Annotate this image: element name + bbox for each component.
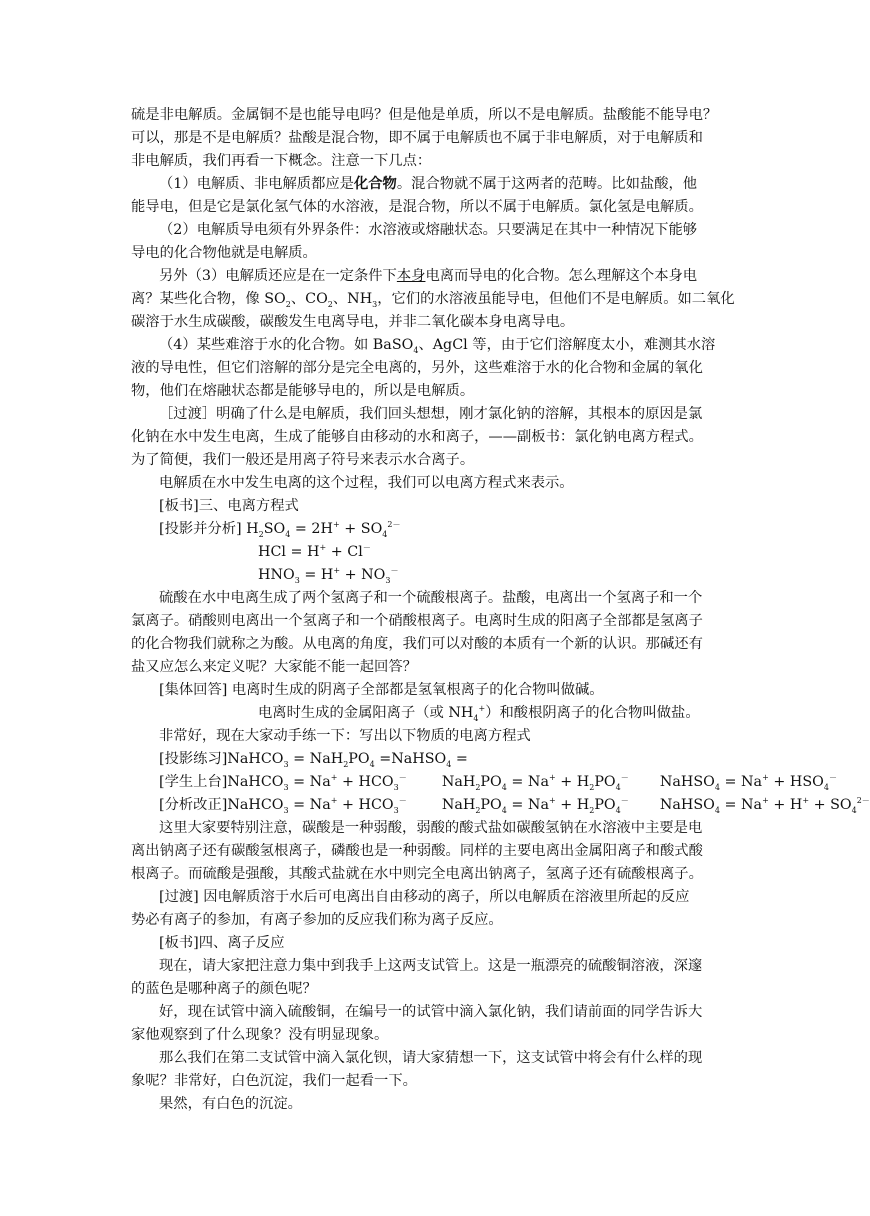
student-answer-line: [学生上台]NaHCO$_3$ = $Na^+ + HCO_3^-$ $NaH_2PO_4 = Na^+ + H_2PO_4^-$ NaHSO$_4$ = $Na^+ + HSO_4^-$: [159, 773, 837, 792]
paragraph-line: 液的导电性，但它们溶解的部分是完全电离的，另外，这些难溶于水的化合物和金属的氧化: [131, 360, 703, 376]
paragraph-line: 非常好，现在大家动手练一下：写出以下物质的电离方程式: [159, 728, 531, 744]
group-answer-line: [集体回答] 电离时生成的阴离子全部都是氢氧根离子的化合物叫做碱。: [159, 682, 604, 698]
point-4-line: （4）某些难溶于水的化合物。如 BaSO$_4$、AgCl 等，由于它们溶解度太小，难测其水溶: [159, 337, 716, 355]
paragraph-line: 硫酸在水中电离生成了两个氢离子和一个硫酸根离子。盐酸，电离出一个氢离子和一个: [159, 590, 703, 606]
paragraph-line: 盐又应怎么来定义呢？大家能不能一起回答？: [131, 659, 417, 675]
paragraph-line: 非电解质，我们再看一下概念。注意一下几点：: [131, 153, 432, 169]
paragraph-line: 象呢？非常好，白色沉淀，我们一起看一下。: [131, 1073, 417, 1089]
transition-line: [过渡] 因电解质溶于水后可电离出自由移动的离子，所以电解质在溶液里所起的反应: [159, 889, 690, 905]
paragraph-line: 能导电，但是它是氯化氢气体的水溶液，是混合物，所以不属于电解质。氯化氢是电解质。: [131, 199, 703, 215]
paragraph-line: 的化合物我们就称之为酸。从电离的角度，我们可以对酸的本质有一个新的认识。那碱还有: [131, 636, 703, 652]
point-3-line: 另外（3）电解质还应是在一定条件下本身电离而导电的化合物。怎么理解这个本身电: [159, 268, 698, 284]
transition-line: ［过渡］明确了什么是电解质，我们回头想想，刚才氯化钠的溶解，其根本的原因是氯: [159, 406, 703, 422]
paragraph-line: 硫是非电解质。金属铜不是也能导电吗？但是他是单质，所以不是电解质。盐酸能不能导电？: [131, 107, 718, 123]
exercise-line: [投影练习]NaHCO$_3$ = $NaH_2PO_4$ =NaHSO$_4$ =: [159, 751, 468, 769]
equation-h2so4: [投影并分析] $H_2SO_4 = 2H^+ + SO_4^{2-}$: [159, 520, 401, 539]
paragraph-line: 离？某些化合物，像 $SO_2$、$CO_2$、$NH_3$，它们的水溶液虽能导电，但他们不是电解质。如二氧化: [131, 291, 735, 309]
point-1-line: （1）电解质、非电解质都应是化合物。混合物就不属于这两者的范畴。比如盐酸，他: [159, 176, 698, 192]
paragraph-line: 为了简便，我们一般还是用离子符号来表示水合离子。: [131, 452, 475, 468]
paragraph-line: 家他观察到了什么现象？没有明显现象。: [131, 1027, 389, 1043]
paragraph-line: 可以，那是不是电解质？盐酸是混合物，即不属于电解质也不属于非电解质，对于电解质和: [131, 130, 703, 146]
board-heading: [板书]四、离子反应: [159, 935, 285, 951]
paragraph-line: 这里大家要特别注意，碳酸是一种弱酸，弱酸的酸式盐如碳酸氢钠在水溶液中主要是电: [159, 820, 703, 836]
paragraph-line: 氯离子。硝酸则电离出一个氢离子和一个硝酸根离子。电离时生成的阳离子全部都是氢离子: [131, 613, 703, 629]
paragraph-line: 的蓝色是哪种离子的颜色呢？: [131, 981, 317, 997]
underlined-term: 本身: [396, 268, 426, 284]
paragraph-line: 电解质在水中发生电离的这个过程，我们可以电离方程式来表示。: [159, 475, 574, 491]
paragraph-line: 好，现在试管中滴入硫酸铜，在编号一的试管中滴入氯化钠，我们请前面的同学告诉大: [159, 1004, 703, 1020]
paragraph-line: 根离子。而硫酸是强酸，其酸式盐就在水中则完全电离出钠离子，氢离子还有硫酸根离子。: [131, 866, 703, 882]
paragraph-line: 果然，有白色的沉淀。: [159, 1096, 302, 1112]
paragraph-line: 离出钠离子还有碳酸氢根离子，磷酸也是一种弱酸。同样的主要电离出金属阳离子和酸式酸: [131, 843, 703, 859]
paragraph-line: 碳溶于水生成碳酸，碳酸发生电离导电，并非二氧化碳本身电离导电。: [131, 314, 575, 330]
equation-hno3: $HNO_3 = H^+ + NO_3^-$: [258, 566, 399, 585]
paragraph-line: 那么我们在第二支试管中滴入氯化钡，请大家猜想一下，这支试管中将会有什么样的现: [159, 1050, 703, 1066]
equation-hcl: HCl = H+ + Cl－: [258, 543, 371, 560]
board-heading: [板书]三、电离方程式: [159, 498, 299, 514]
point-2-line: （2）电解质导电须有外界条件：水溶液或熔融状态。只要满足在其中一种情况下能够: [159, 222, 698, 238]
paragraph-line: 化钠在水中发生电离，生成了能够自由移动的水和离子，——副板书：氯化钠电离方程式。: [131, 429, 703, 445]
paragraph-line: 导电的化合物他就是电解质。: [131, 245, 317, 261]
corrected-answer-line: [分析改正]NaHCO$_3$ = $Na^+ + HCO_3^-$ $NaH_2PO_4 = Na^+ + H_2PO_4^-$ NaHSO$_4$ = $Na^+ + H^+ + SO_4^{2-}$: [159, 796, 870, 815]
group-answer-line: 电离时生成的金属阳离子（或 $NH_4^+$）和酸根阴离子的化合物叫做盐。: [258, 704, 700, 723]
paragraph-line: 势必有离子的参加，有离子参加的反应我们称为离子反应。: [131, 912, 503, 928]
bold-term: 化合物: [353, 176, 397, 192]
paragraph-line: 现在，请大家把注意力集中到我手上这两支试管上。这是一瓶漂亮的硫酸铜溶液，深邃: [159, 958, 703, 974]
paragraph-line: 物，他们在熔融状态都是能够导电的，所以是电解质。: [131, 383, 475, 399]
